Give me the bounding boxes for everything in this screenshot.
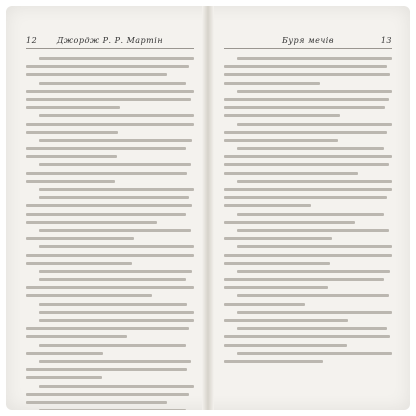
paragraph	[26, 344, 194, 355]
text-line-placeholder	[26, 123, 194, 126]
text-line-placeholder	[237, 311, 392, 314]
text-line-placeholder	[39, 303, 187, 306]
text-line-placeholder	[26, 393, 189, 396]
text-line-placeholder	[26, 172, 187, 175]
running-head-left-title: Джордж Р. Р. Мартін	[56, 36, 164, 45]
paragraph	[224, 311, 392, 322]
paragraph	[224, 147, 392, 175]
text-line-placeholder	[224, 73, 390, 76]
text-line-placeholder	[39, 270, 192, 273]
paragraph	[26, 303, 194, 306]
text-line-placeholder	[224, 221, 355, 224]
paragraph	[224, 352, 392, 363]
text-line-placeholder	[224, 65, 387, 68]
paragraph	[224, 123, 392, 142]
paragraph	[224, 245, 392, 264]
text-line-placeholder	[39, 245, 194, 248]
paragraph	[224, 57, 392, 85]
text-line-placeholder	[237, 147, 383, 150]
text-line-placeholder	[39, 409, 185, 410]
paragraph	[26, 385, 194, 404]
text-line-placeholder	[224, 196, 387, 199]
text-line-placeholder	[224, 172, 358, 175]
text-line-placeholder	[224, 360, 323, 363]
paragraph	[224, 327, 392, 346]
text-line-placeholder	[224, 278, 384, 281]
paragraph	[26, 319, 194, 338]
paragraph	[26, 114, 194, 133]
text-line-placeholder	[39, 139, 192, 142]
paragraph	[224, 270, 392, 289]
paragraph	[26, 311, 194, 314]
paragraph	[26, 270, 194, 273]
text-line-placeholder	[26, 106, 120, 109]
text-line-placeholder	[39, 82, 185, 85]
text-line-placeholder	[237, 90, 392, 93]
paragraph	[224, 180, 392, 208]
text-line-placeholder	[39, 163, 190, 166]
text-line-placeholder	[26, 254, 194, 257]
text-line-placeholder	[224, 319, 348, 322]
left-page	[6, 6, 202, 410]
text-line-placeholder	[26, 90, 194, 93]
text-line-placeholder	[39, 196, 189, 199]
text-line-placeholder	[224, 82, 320, 85]
gutter	[202, 6, 214, 410]
text-line-placeholder	[26, 335, 127, 338]
text-line-placeholder	[39, 114, 194, 117]
text-line-placeholder	[224, 344, 347, 347]
text-line-placeholder	[224, 131, 387, 134]
running-head-right-title: Буря мечів	[281, 36, 335, 45]
text-line-placeholder	[26, 376, 102, 379]
text-line-placeholder	[39, 229, 190, 232]
text-line-placeholder	[224, 106, 385, 109]
page-number-left: 12	[26, 36, 38, 45]
paragraph	[26, 360, 194, 379]
text-line-placeholder	[26, 352, 103, 355]
text-line-placeholder	[237, 270, 390, 273]
text-line-placeholder	[224, 98, 389, 101]
text-line-placeholder	[39, 344, 185, 347]
page-number-right: 13	[380, 36, 392, 45]
text-line-placeholder	[26, 401, 167, 404]
paragraph	[224, 229, 392, 240]
text-line-placeholder	[26, 180, 115, 183]
text-line-placeholder	[237, 327, 387, 330]
right-page	[214, 6, 410, 410]
text-line-placeholder	[224, 139, 338, 142]
paragraph	[26, 57, 194, 76]
text-line-placeholder	[237, 245, 392, 248]
text-line-placeholder	[26, 73, 167, 76]
text-line-placeholder	[26, 221, 157, 224]
text-line-placeholder	[224, 188, 392, 191]
text-line-placeholder	[224, 303, 305, 306]
text-line-placeholder	[39, 278, 185, 281]
text-line-placeholder	[237, 180, 392, 183]
paragraph	[224, 294, 392, 305]
text-line-placeholder	[26, 98, 191, 101]
paragraph	[26, 229, 194, 240]
text-line-placeholder	[26, 237, 134, 240]
text-line-placeholder	[26, 327, 189, 330]
text-line-placeholder	[39, 57, 194, 60]
text-line-placeholder	[224, 204, 311, 207]
text-line-placeholder	[26, 286, 194, 289]
text-line-placeholder	[237, 294, 388, 297]
text-line-placeholder	[26, 65, 189, 68]
book-spread	[6, 6, 410, 410]
text-line-placeholder	[26, 294, 152, 297]
running-head-left	[26, 36, 194, 49]
text-line-placeholder	[224, 163, 389, 166]
text-line-placeholder	[237, 352, 392, 355]
text-line-placeholder	[39, 360, 190, 363]
text-line-placeholder	[26, 131, 118, 134]
text-line-placeholder	[39, 188, 194, 191]
text-line-placeholder	[26, 204, 192, 207]
text-line-placeholder	[224, 254, 392, 257]
text-line-placeholder	[26, 368, 187, 371]
text-line-placeholder	[224, 286, 328, 289]
text-line-placeholder	[39, 385, 194, 388]
text-line-placeholder	[224, 237, 332, 240]
text-line-placeholder	[39, 319, 194, 322]
paragraph	[26, 82, 194, 110]
text-line-placeholder	[237, 213, 383, 216]
text-line-placeholder	[26, 147, 186, 150]
text-line-placeholder	[224, 155, 392, 158]
paragraph	[224, 90, 392, 118]
text-line-placeholder	[39, 311, 194, 314]
text-line-placeholder	[224, 335, 390, 338]
text-line-placeholder	[237, 229, 388, 232]
paragraph	[26, 409, 194, 410]
text-line-placeholder	[26, 262, 132, 265]
text-line-placeholder	[26, 213, 186, 216]
text-line-placeholder	[26, 155, 117, 158]
text-line-placeholder	[224, 114, 340, 117]
paragraph	[26, 139, 194, 158]
text-line-placeholder	[237, 123, 392, 126]
text-line-placeholder	[237, 57, 392, 60]
paragraph	[26, 188, 194, 191]
paragraph	[224, 213, 392, 224]
paragraph	[26, 196, 194, 224]
body-text-left	[26, 57, 194, 410]
paragraph	[26, 245, 194, 264]
text-line-placeholder	[224, 262, 330, 265]
body-text-right	[224, 57, 392, 363]
running-head-right	[224, 36, 392, 49]
paragraph	[26, 163, 194, 182]
paragraph	[26, 278, 194, 297]
